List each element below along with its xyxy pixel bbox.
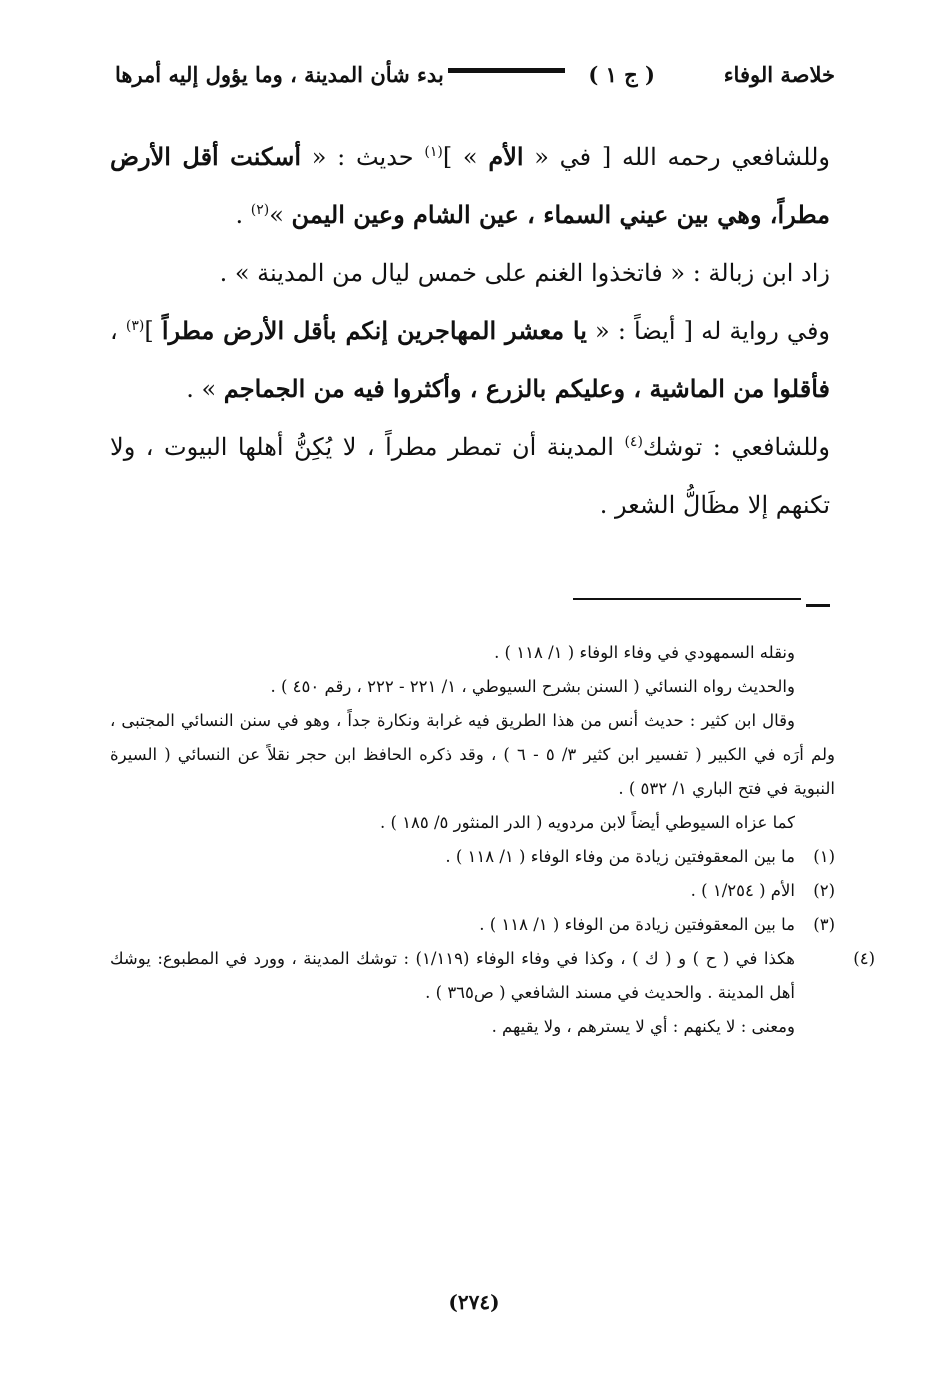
note-line: كما عزاه السيوطي أيضاً لابن مردويه ( الدر المنثور ٥/ ١٨٥ ) . [379,813,795,832]
footnote-ref: (٤) [624,434,643,450]
paragraph-1 [110,128,830,244]
text-run: » [269,201,292,229]
main-text [110,128,830,534]
footnote-separator [573,598,801,600]
footnote-number: (١) [813,847,835,866]
hadith-text: فأقلوا من الماشية ، وعليكم بالزرع ، وأكثروا فيه من الجماجم [223,374,830,403]
text-run: وللشافعي : توشك [642,433,830,461]
footnote-separator-dash [806,604,830,607]
paragraph-4 [110,418,830,534]
note-line: وقال ابن كثير : حديث أنس من هذا الطريق فيه غرابة ونكارة جداً ، وهو في سنن النسائي المجتبى ، ولم أرَه في الكبير ( تفسير ابن كثير ٣/ ٥ - ٦ ) ، وقد ذكره الحافظ ابن حجر نقلاً عن النسائي ( السيرة النبوية في فتح الباري ١/ ٥٣٢ ) . [110,711,835,798]
text-run: » . [186,375,224,403]
footnote-number: (٢) [813,881,835,900]
note-line: ونقله السمهودي في وفاء الوفاء ( ١/ ١١٨ ) . [494,643,795,662]
text-run: ، [110,317,126,345]
hadith-text: يا معشر المهاجرين إنكم بأقل الأرض مطراً [161,316,587,345]
note-line: والحديث رواه النسائي ( السنن بشرح السيوطي ، ١/ ٢٢١ - ٢٢٢ ، رقم ٤٥٠ ) . [270,677,795,696]
text-run: ] [144,317,162,345]
footnote-text: هكذا في ( ح ) و ( ك ) ، وكذا في وفاء الوفاء (١/١١٩) : توشك المدينة ، وورد في المطبوع: يوشك أهل المدينة . والحديث في مسند الشافعي ( ص٣٦٥ ) . [110,949,795,1002]
header-volume: ( ج ١ ) [588,62,655,87]
footnotes [110,636,875,1044]
footnote-text: الأم ( ١/٢٥٤ ) . [690,881,795,900]
footnote-text: ما بين المعقوفتين زيادة من الوفاء ( ١/ ١١٨ ) . [479,915,795,934]
hadith-text: أسكنت أقل الأرض مطراً، وهي بين عيني السماء ، عين الشام وعين اليمن [110,142,830,229]
footnote-4 [110,942,875,1010]
text-run: » ] [442,143,489,171]
text-run: وللشافعي رحمه الله [ في « [523,143,830,171]
paragraph-3 [110,302,830,418]
footnote-number: (٣) [813,915,835,934]
page-number: (٢٧٤) [448,1290,500,1314]
footnote-ref: (٣) [125,318,145,334]
footnote-3 [110,908,835,942]
header-rule [448,68,565,73]
text-run: وفي رواية له [ أيضاً : « [586,317,831,345]
footnote-1 [110,840,835,874]
note-line: ومعنى : لا يكنهم : أي لا يسترهم ، ولا يقيهم . [491,1017,795,1036]
bold-run: الأم [488,142,524,171]
footnote-number: (٤) [853,949,875,968]
running-header [115,58,835,98]
footnote-2 [110,874,835,908]
footnote-text: ما بين المعقوفتين زيادة من وفاء الوفاء ( ١/ ١١٨ ) . [445,847,795,866]
paragraph-2: زاد ابن زبالة : « فاتخذوا الغنم على خمس ليال من المدينة » . [219,259,830,287]
footnote-ref: (٢) [250,202,270,218]
text-run: حديث : « [301,143,425,171]
header-book-title: خلاصة الوفاء [723,62,835,87]
text-run: . [235,201,251,229]
header-subject: بدء شأن المدينة ، وما يؤول إليه أمرها [115,62,444,87]
text-run: المدينة أن تمطر مطراً ، لا يُكِنُّ أهلها البيوت ، ولا تكنهم إلا مظَالُّ الشعر . [110,433,830,519]
footnote-ref: (١) [424,144,443,160]
